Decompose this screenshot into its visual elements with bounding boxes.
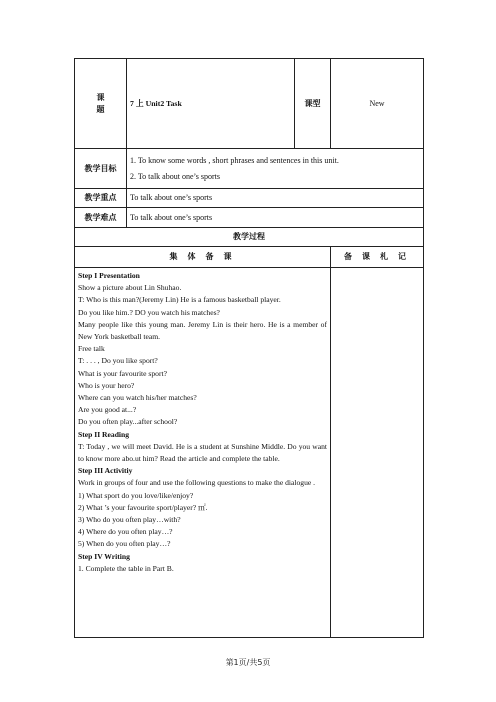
topic-label-cell — [75, 59, 127, 149]
difficulty-row — [75, 208, 424, 228]
topic-label-ke: 课 — [96, 92, 105, 102]
lesson-plan-table — [74, 58, 424, 638]
step-line: T: . . . , Do you like sport? — [78, 356, 158, 366]
objective-item: 2. To talk about one’s sports — [130, 171, 220, 181]
step-heading: Step I Presentation — [78, 271, 140, 280]
step-line: Do you like him.? DO you watch his matches? — [78, 307, 220, 317]
difficulty-label: 教学难点 — [75, 208, 127, 228]
step-line: Free talk — [78, 344, 105, 354]
step-line: Many people like this young man. Jeremy Lin is their hero. He is a member of New York basketball team. — [78, 319, 327, 342]
objectives-row — [75, 149, 424, 189]
step-line: 3) Who do you often play…with? — [78, 515, 181, 525]
step-line: Are you good at...? — [78, 405, 137, 415]
step-line: Do you often play...after school? — [78, 417, 178, 427]
step-line: 4) Where do you often play…? — [78, 527, 173, 537]
collective-prep-header: 集 体 备 课 — [75, 247, 331, 268]
column-header-row — [75, 247, 424, 268]
lesson-type-value: New — [331, 59, 424, 149]
step-heading: Step III Activitiy — [78, 466, 133, 476]
notes-area — [331, 268, 424, 638]
step-line: 1) What sport do you love/like/enjoy? — [78, 490, 194, 500]
step-line: 1. Complete the table in Part B. — [78, 563, 174, 573]
lesson-steps — [75, 268, 331, 638]
page-footer: 第1页/共5页 — [225, 658, 271, 667]
step-heading: Step II Reading — [78, 429, 130, 439]
process-title-row — [75, 228, 424, 247]
step-line: 5) When do you often play…? — [78, 539, 171, 549]
process-title: 教学过程 — [75, 228, 424, 247]
notes-header: 备 课 札 记 — [331, 247, 424, 268]
process-body-row — [75, 268, 424, 638]
objectives-list — [127, 149, 424, 189]
key-point-label: 教学重点 — [75, 189, 127, 208]
key-point-row — [75, 189, 424, 208]
topic-label-ti: 题 — [96, 104, 105, 114]
objective-item: 1. To know some words , short phrases and sentences in this unit. — [130, 155, 339, 165]
lesson-type-label: 课型 — [295, 59, 331, 149]
step-line: Where can you watch his/her matches? — [78, 393, 197, 403]
header-row — [75, 59, 424, 149]
objectives-label: 教学目标 — [75, 149, 127, 189]
step-line: Work in groups of four and use the following questions to make the dialogue . — [78, 478, 316, 488]
key-point-value: To talk about one’s sports — [127, 189, 424, 208]
step-line: 2) What ’s your favourite sport/player? ㎡. — [78, 502, 208, 512]
topic-value: 7 上 Unit2 Task — [127, 59, 295, 149]
step-heading: Step IV Writing — [78, 551, 130, 561]
step-line: Who is your hero? — [78, 380, 135, 390]
step-line: What is your favourite sport? — [78, 368, 167, 378]
step-line: Show a picture about Lin Shuhao. — [78, 283, 182, 293]
difficulty-value: To talk about one’s sports — [127, 208, 424, 228]
step-line: T: Who is this man?(Jeremy Lin) He is a famous basketball player. — [78, 295, 281, 305]
step-line: T: Today , we will meet David. He is a student at Sunshine Middle. Do you want to know more abo.ut him? Read the article and complete the table. — [78, 441, 327, 464]
